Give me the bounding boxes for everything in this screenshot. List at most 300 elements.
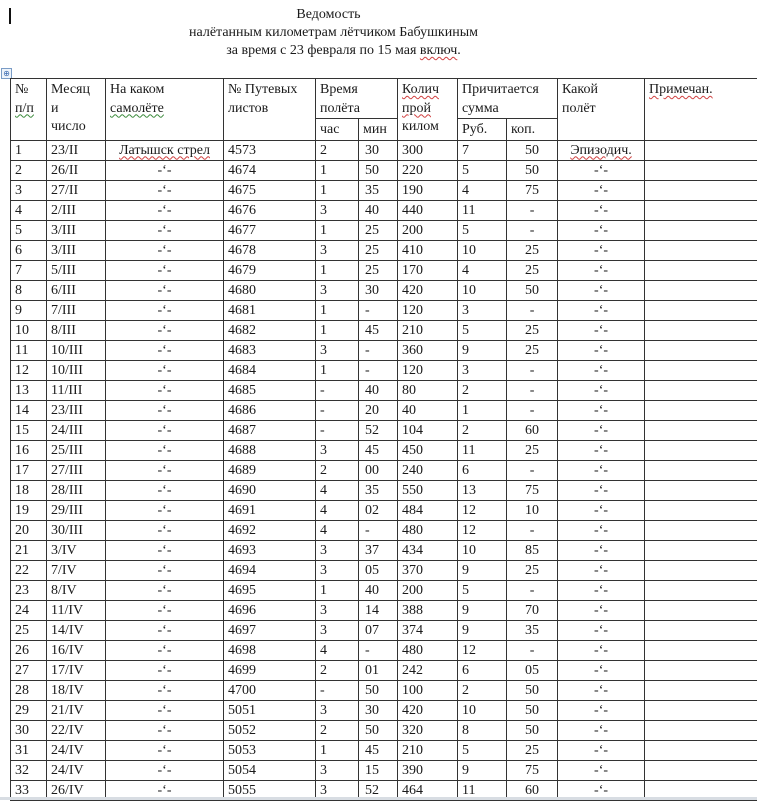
cell-notes (645, 500, 757, 520)
table-move-handle-icon[interactable]: ⊕ (1, 68, 12, 79)
cell-kopecks: 25 (507, 440, 558, 460)
cell-date: 26/II (47, 160, 106, 180)
cell-waybill: 4674 (224, 160, 316, 180)
cell-flight-type: -‘- (558, 580, 645, 600)
cell-minutes: 30 (359, 700, 398, 720)
cell-number: 1 (11, 140, 47, 160)
table-row (11, 200, 757, 220)
cell-minutes: 02 (359, 500, 398, 520)
table-row (11, 220, 757, 240)
cell-notes (645, 620, 757, 640)
cell-notes (645, 540, 757, 560)
header-minutes: мин (359, 119, 398, 141)
cell-minutes: 15 (359, 760, 398, 780)
cell-flight-type: -‘- (558, 420, 645, 440)
cell-aircraft: -‘- (106, 740, 224, 760)
cell-aircraft: -‘- (106, 380, 224, 400)
cell-hours: 2 (316, 460, 359, 480)
table-row (11, 700, 757, 720)
cell-aircraft: -‘- (106, 500, 224, 520)
cell-notes (645, 180, 757, 200)
cell-flight-type: -‘- (558, 180, 645, 200)
cell-minutes: 00 (359, 460, 398, 480)
cell-hours: 4 (316, 500, 359, 520)
cell-minutes: - (359, 360, 398, 380)
cell-rubles: 10 (458, 700, 507, 720)
header-hours: час (316, 119, 359, 141)
cell-km: 104 (398, 420, 458, 440)
cell-flight-type: -‘- (558, 160, 645, 180)
spellcheck-flagged-text[interactable]: Латышск стрел (119, 143, 210, 158)
cell-rubles: 2 (458, 380, 507, 400)
cell-waybill: 4675 (224, 180, 316, 200)
cell-km: 390 (398, 760, 458, 780)
cell-date: 8/III (47, 320, 106, 340)
cell-notes (645, 400, 757, 420)
cell-hours: 3 (316, 600, 359, 620)
cell-notes (645, 240, 757, 260)
cell-km: 360 (398, 340, 458, 360)
cell-number: 15 (11, 420, 47, 440)
cell-minutes: 07 (359, 620, 398, 640)
cell-km: 484 (398, 500, 458, 520)
cell-rubles: 6 (458, 660, 507, 680)
cell-notes (645, 720, 757, 740)
table-row (11, 540, 757, 560)
cell-kopecks: 60 (507, 780, 558, 800)
cell-flight-type: -‘- (558, 660, 645, 680)
cell-km: 240 (398, 460, 458, 480)
cell-aircraft: -‘- (106, 680, 224, 700)
cell-hours: 3 (316, 200, 359, 220)
document-subtitle (0, 24, 712, 42)
cell-waybill: 4676 (224, 200, 316, 220)
cell-hours: 1 (316, 180, 359, 200)
cell-flight-type: -‘- (558, 380, 645, 400)
cell-rubles: 5 (458, 220, 507, 240)
header-waybill: № Путевых листов (224, 79, 316, 141)
cell-flight-type: -‘- (558, 360, 645, 380)
document-period (0, 42, 722, 60)
cell-minutes: - (359, 340, 398, 360)
cell-minutes: 35 (359, 180, 398, 200)
cell-date: 30/III (47, 520, 106, 540)
cell-date: 27/II (47, 180, 106, 200)
cell-kopecks: 25 (507, 320, 558, 340)
cell-km: 550 (398, 480, 458, 500)
cell-notes (645, 340, 757, 360)
cell-date: 11/III (47, 380, 106, 400)
cell-flight-type: -‘- (558, 440, 645, 460)
cell-notes (645, 380, 757, 400)
cell-hours: 3 (316, 440, 359, 460)
cell-aircraft: -‘- (106, 660, 224, 680)
cell-aircraft (106, 140, 224, 160)
cell-rubles: 1 (458, 400, 507, 420)
cell-date: 23/II (47, 140, 106, 160)
cell-minutes: 45 (359, 320, 398, 340)
cell-date: 14/IV (47, 620, 106, 640)
cell-rubles: 4 (458, 260, 507, 280)
table-row (11, 620, 757, 640)
cell-flight-type: -‘- (558, 560, 645, 580)
cell-number: 10 (11, 320, 47, 340)
cell-aircraft: -‘- (106, 200, 224, 220)
cell-flight-type: -‘- (558, 700, 645, 720)
title-line-1: Ведомость (296, 7, 360, 22)
cell-km: 210 (398, 320, 458, 340)
cell-rubles: 11 (458, 780, 507, 800)
cell-minutes: 52 (359, 780, 398, 800)
cell-number: 25 (11, 620, 47, 640)
cell-notes (645, 600, 757, 620)
table-row (11, 760, 757, 780)
cell-notes (645, 460, 757, 480)
table-row (11, 360, 757, 380)
cell-date: 16/IV (47, 640, 106, 660)
cell-flight-type: -‘- (558, 460, 645, 480)
cell-aircraft: -‘- (106, 560, 224, 580)
cell-minutes: 40 (359, 200, 398, 220)
cell-date: 10/III (47, 360, 106, 380)
cell-hours: 3 (316, 340, 359, 360)
cell-number: 2 (11, 160, 47, 180)
cell-kopecks: 25 (507, 740, 558, 760)
cell-aircraft: -‘- (106, 760, 224, 780)
cell-number: 8 (11, 280, 47, 300)
document-title (0, 6, 707, 24)
cell-waybill: 4688 (224, 440, 316, 460)
cell-rubles: 3 (458, 300, 507, 320)
table-row (11, 720, 757, 740)
cell-km: 120 (398, 360, 458, 380)
cell-km: 80 (398, 380, 458, 400)
cell-waybill: 4698 (224, 640, 316, 660)
cell-waybill: 4687 (224, 420, 316, 440)
cell-hours: 2 (316, 660, 359, 680)
table-row (11, 500, 757, 520)
cell-hours: - (316, 400, 359, 420)
table-row (11, 320, 757, 340)
cell-number: 28 (11, 680, 47, 700)
cell-number: 24 (11, 600, 47, 620)
table-row (11, 160, 757, 180)
cell-rubles: 10 (458, 280, 507, 300)
cell-date: 7/IV (47, 560, 106, 580)
cell-minutes: 50 (359, 160, 398, 180)
cell-rubles: 12 (458, 500, 507, 520)
cell-kopecks: - (507, 460, 558, 480)
cell-kopecks: 10 (507, 500, 558, 520)
header-aircraft: На каком самолёте (106, 79, 224, 141)
cell-kopecks: 75 (507, 480, 558, 500)
cell-rubles: 9 (458, 600, 507, 620)
cell-waybill: 4689 (224, 460, 316, 480)
cell-date: 11/IV (47, 600, 106, 620)
cell-minutes: 25 (359, 220, 398, 240)
cell-hours: 3 (316, 780, 359, 800)
cell-flight-type: -‘- (558, 260, 645, 280)
cell-date: 18/IV (47, 680, 106, 700)
cell-aircraft: -‘- (106, 480, 224, 500)
cell-kopecks: 50 (507, 720, 558, 740)
cell-hours: 1 (316, 220, 359, 240)
cell-kopecks: 75 (507, 760, 558, 780)
cell-km: 374 (398, 620, 458, 640)
cell-flight-type: -‘- (558, 540, 645, 560)
cell-date: 2/III (47, 200, 106, 220)
cell-minutes: 37 (359, 540, 398, 560)
cell-rubles: 9 (458, 620, 507, 640)
cell-rubles: 9 (458, 760, 507, 780)
cell-aircraft: -‘- (106, 620, 224, 640)
cell-date: 5/III (47, 260, 106, 280)
cell-km: 300 (398, 140, 458, 160)
cell-notes (645, 320, 757, 340)
cell-kopecks: 25 (507, 560, 558, 580)
table-row (11, 240, 757, 260)
header-flight-type: Какой полёт (558, 79, 645, 141)
cell-hours: 1 (316, 260, 359, 280)
cell-km: 440 (398, 200, 458, 220)
cell-waybill: 4678 (224, 240, 316, 260)
cell-km: 464 (398, 780, 458, 800)
cell-kopecks: 35 (507, 620, 558, 640)
table-row (11, 280, 757, 300)
cell-number: 4 (11, 200, 47, 220)
cell-flight-type: -‘- (558, 620, 645, 640)
cell-waybill: 4695 (224, 580, 316, 600)
cell-date: 24/III (47, 420, 106, 440)
header-row-main (11, 79, 757, 119)
cell-flight-type: -‘- (558, 400, 645, 420)
cell-hours: 3 (316, 540, 359, 560)
cell-km: 420 (398, 700, 458, 720)
cell-aircraft: -‘- (106, 220, 224, 240)
spellcheck-flagged-word[interactable]: включ (420, 43, 457, 58)
cell-flight-type: -‘- (558, 340, 645, 360)
table-row (11, 260, 757, 280)
cell-hours: 2 (316, 140, 359, 160)
header-km: Колич прой килом (398, 79, 458, 141)
cell-notes (645, 260, 757, 280)
cell-date: 24/IV (47, 740, 106, 760)
table-row (11, 520, 757, 540)
cell-waybill: 4692 (224, 520, 316, 540)
cell-aircraft: -‘- (106, 240, 224, 260)
title-line-3-prefix: за время с 23 февраля по 15 мая (226, 43, 420, 58)
cell-hours: - (316, 420, 359, 440)
cell-waybill: 4686 (224, 400, 316, 420)
cell-rubles: 12 (458, 520, 507, 540)
cell-waybill: 4700 (224, 680, 316, 700)
cell-minutes: 25 (359, 240, 398, 260)
cell-flight-type: -‘- (558, 200, 645, 220)
cell-km: 370 (398, 560, 458, 580)
cell-minutes: 50 (359, 680, 398, 700)
cell-waybill: 4679 (224, 260, 316, 280)
header-number: № п/п (11, 79, 47, 141)
cell-number: 17 (11, 460, 47, 480)
cell-hours: 1 (316, 320, 359, 340)
cell-km: 450 (398, 440, 458, 460)
cell-number: 5 (11, 220, 47, 240)
cell-number: 3 (11, 180, 47, 200)
cell-notes (645, 740, 757, 760)
cell-flight-type: -‘- (558, 240, 645, 260)
table-row (11, 440, 757, 460)
cell-km: 170 (398, 260, 458, 280)
cell-waybill: 4677 (224, 220, 316, 240)
cell-waybill: 4690 (224, 480, 316, 500)
header-amount-due: Причитается сумма (458, 79, 558, 119)
cell-kopecks: 70 (507, 600, 558, 620)
cell-notes (645, 360, 757, 380)
cell-rubles: 11 (458, 440, 507, 460)
cell-aircraft: -‘- (106, 540, 224, 560)
cell-rubles: 4 (458, 180, 507, 200)
table-row (11, 680, 757, 700)
cell-hours: 4 (316, 640, 359, 660)
cell-date: 7/III (47, 300, 106, 320)
cell-aircraft: -‘- (106, 600, 224, 620)
cell-number: 30 (11, 720, 47, 740)
cell-number: 32 (11, 760, 47, 780)
cell-aircraft: -‘- (106, 440, 224, 460)
cell-kopecks: - (507, 580, 558, 600)
cell-date: 21/IV (47, 700, 106, 720)
cell-hours: 3 (316, 700, 359, 720)
cell-hours: 1 (316, 580, 359, 600)
cell-aircraft: -‘- (106, 180, 224, 200)
table-row (11, 480, 757, 500)
cell-km: 200 (398, 220, 458, 240)
cell-rubles: 13 (458, 480, 507, 500)
header-rubles: Руб. (458, 119, 507, 141)
cell-hours: 2 (316, 720, 359, 740)
cell-waybill: 4573 (224, 140, 316, 160)
cell-hours: 4 (316, 520, 359, 540)
cell-hours: 1 (316, 360, 359, 380)
cell-km: 434 (398, 540, 458, 560)
table-row (11, 180, 757, 200)
cell-aircraft: -‘- (106, 460, 224, 480)
cell-date: 28/III (47, 480, 106, 500)
cell-flight-type: -‘- (558, 520, 645, 540)
cell-date: 3/III (47, 240, 106, 260)
cell-km: 388 (398, 600, 458, 620)
cell-notes (645, 480, 757, 500)
cell-flight-type: -‘- (558, 480, 645, 500)
cell-minutes: 35 (359, 480, 398, 500)
cell-rubles: 2 (458, 420, 507, 440)
cell-hours: - (316, 380, 359, 400)
cell-date: 27/III (47, 460, 106, 480)
cell-date: 10/III (47, 340, 106, 360)
cell-minutes: 05 (359, 560, 398, 580)
cell-waybill: 4681 (224, 300, 316, 320)
cell-number: 14 (11, 400, 47, 420)
header-notes: Примечан. (645, 79, 757, 141)
cell-hours: 1 (316, 300, 359, 320)
cell-aircraft: -‘- (106, 320, 224, 340)
table-row (11, 380, 757, 400)
cell-aircraft: -‘- (106, 300, 224, 320)
cell-rubles: 7 (458, 140, 507, 160)
cell-km: 120 (398, 300, 458, 320)
cell-waybill: 5054 (224, 760, 316, 780)
cell-flight-type: -‘- (558, 780, 645, 800)
cell-minutes: - (359, 640, 398, 660)
cell-number: 7 (11, 260, 47, 280)
table-row (11, 640, 757, 660)
cell-number: 27 (11, 660, 47, 680)
cell-aircraft: -‘- (106, 420, 224, 440)
cell-minutes: 45 (359, 440, 398, 460)
cell-kopecks: 50 (507, 160, 558, 180)
cell-kopecks: 25 (507, 340, 558, 360)
header-month-date: Месяц и число (47, 79, 106, 141)
cell-waybill: 5053 (224, 740, 316, 760)
cell-notes (645, 140, 757, 160)
cell-kopecks: 85 (507, 540, 558, 560)
table-row (11, 340, 757, 360)
cell-hours: 3 (316, 560, 359, 580)
cell-waybill: 5051 (224, 700, 316, 720)
cell-rubles: 8 (458, 720, 507, 740)
cell-kopecks: - (507, 220, 558, 240)
cell-flight-type: -‘- (558, 740, 645, 760)
cell-notes (645, 420, 757, 440)
cell-hours: 3 (316, 240, 359, 260)
cell-date: 24/IV (47, 760, 106, 780)
cell-date: 29/III (47, 500, 106, 520)
cell-rubles: 11 (458, 200, 507, 220)
cell-flight-type: -‘- (558, 760, 645, 780)
cell-waybill: 4691 (224, 500, 316, 520)
cell-kopecks: 60 (507, 420, 558, 440)
cell-hours: - (316, 680, 359, 700)
cell-kopecks: - (507, 380, 558, 400)
cell-kopecks: 25 (507, 240, 558, 260)
cell-aircraft: -‘- (106, 160, 224, 180)
cell-notes (645, 680, 757, 700)
cell-notes (645, 660, 757, 680)
cell-waybill: 4680 (224, 280, 316, 300)
cell-waybill: 4693 (224, 540, 316, 560)
cell-aircraft: -‘- (106, 640, 224, 660)
cell-flight-type (558, 140, 645, 160)
cell-notes (645, 300, 757, 320)
cell-aircraft: -‘- (106, 340, 224, 360)
cell-km: 410 (398, 240, 458, 260)
cell-minutes: 25 (359, 260, 398, 280)
header-kopecks: коп. (507, 119, 558, 141)
cell-hours: 3 (316, 760, 359, 780)
table-row (11, 560, 757, 580)
cell-number: 31 (11, 740, 47, 760)
cell-kopecks: 50 (507, 680, 558, 700)
cell-number: 23 (11, 580, 47, 600)
cell-waybill: 4685 (224, 380, 316, 400)
cell-km: 480 (398, 640, 458, 660)
cell-hours: 3 (316, 280, 359, 300)
cell-kopecks: 75 (507, 180, 558, 200)
spellcheck-flagged-text[interactable]: Эпизодич. (570, 143, 631, 158)
cell-minutes: - (359, 520, 398, 540)
cell-flight-type: -‘- (558, 280, 645, 300)
cell-number: 11 (11, 340, 47, 360)
